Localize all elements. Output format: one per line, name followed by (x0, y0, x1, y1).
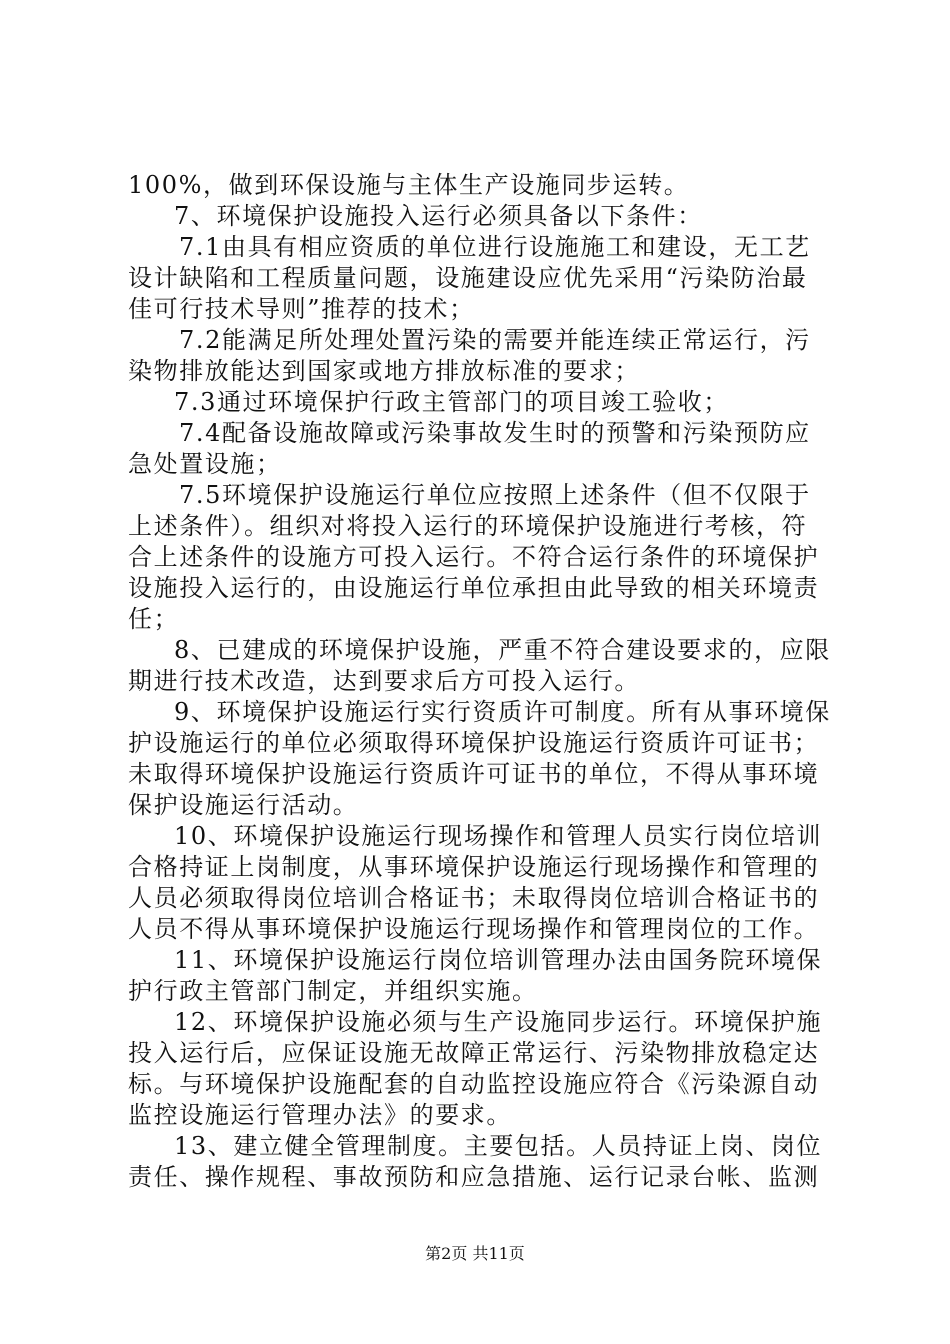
text-line: 责任、操作规程、事故预防和应急措施、运行记录台帐、监测 (128, 1163, 820, 1191)
text-line: 任； (128, 605, 180, 633)
text-line: 投入运行后，应保证设施无故障正常运行、污染物排放稳定达 (128, 1039, 820, 1067)
page-footer: 第2页 共11页 (425, 1244, 525, 1263)
text-line: 合上述条件的设施方可投入运行。不符合运行条件的环境保护 (128, 543, 820, 571)
text-line: 护设施运行的单位必须取得环境保护设施运行资质许可证书； (128, 729, 820, 757)
text-line: 设施投入运行的，由设施运行单位承担由此导致的相关环境责 (128, 574, 820, 602)
text-line: 标。与环境保护设施配套的自动监控设施应符合《污染源自动 (128, 1070, 820, 1098)
text-line: 期进行技术改造，达到要求后方可投入运行。 (128, 667, 640, 695)
text-line: 11、环境保护设施运行岗位培训管理办法由国务院环境保 (174, 946, 823, 974)
document-body (128, 170, 831, 1193)
text-line: 人员不得从事环境保护设施运行现场操作和管理岗位的工作。 (128, 915, 820, 943)
text-line: 急处置设施； (128, 450, 282, 478)
text-line: 7.3通过环境保护行政主管部门的项目竣工验收； (174, 388, 729, 416)
text-line: 设计缺陷和工程质量问题，设施建设应优先采用“污染防治最 (128, 264, 808, 292)
text-line: 人员必须取得岗位培训合格证书；未取得岗位培训合格证书的 (128, 884, 820, 912)
text-line: 染物排放能达到国家或地方排放标准的要求； (128, 357, 640, 385)
text-line: 7、环境保护设施投入运行必须具备以下条件： (174, 202, 703, 230)
text-line: 佳可行技术导则”推荐的技术； (128, 295, 475, 323)
text-line: 合格持证上岗制度，从事环境保护设施运行现场操作和管理的 (128, 853, 820, 881)
text-line: 12、环境保护设施必须与生产设施同步运行。环境保护施 (174, 1008, 823, 1036)
text-line: 7.5环境保护设施运行单位应按照上述条件（但不仅限于 (179, 481, 811, 509)
text-line: 未取得环境保护设施运行资质许可证书的单位，不得从事环境 (128, 760, 820, 788)
text-line: 监控设施运行管理办法》的要求。 (128, 1101, 512, 1129)
text-line: 100%，做到环保设施与主体生产设施同步运转。 (128, 171, 690, 199)
text-line: 8、已建成的环境保护设施，严重不符合建设要求的，应限 (174, 636, 831, 664)
text-line: 9、环境保护设施运行实行资质许可制度。所有从事环境保 (174, 698, 831, 726)
text-line: 7.4配备设施故障或污染事故发生时的预警和污染预防应 (179, 419, 811, 447)
text-line: 7.2能满足所处理处置污染的需要并能连续正常运行，污 (179, 326, 811, 354)
text-line: 护行政主管部门制定，并组织实施。 (128, 977, 538, 1005)
text-line: 10、环境保护设施运行现场操作和管理人员实行岗位培训 (174, 822, 823, 850)
text-line: 13、建立健全管理制度。主要包括。人员持证上岗、岗位 (174, 1132, 823, 1160)
text-line: 保护设施运行活动。 (128, 791, 359, 819)
text-line: 上述条件）。组织对将投入运行的环境保护设施进行考核，符 (128, 512, 808, 540)
text-line: 7.1由具有相应资质的单位进行设施施工和建设，无工艺 (179, 233, 811, 261)
